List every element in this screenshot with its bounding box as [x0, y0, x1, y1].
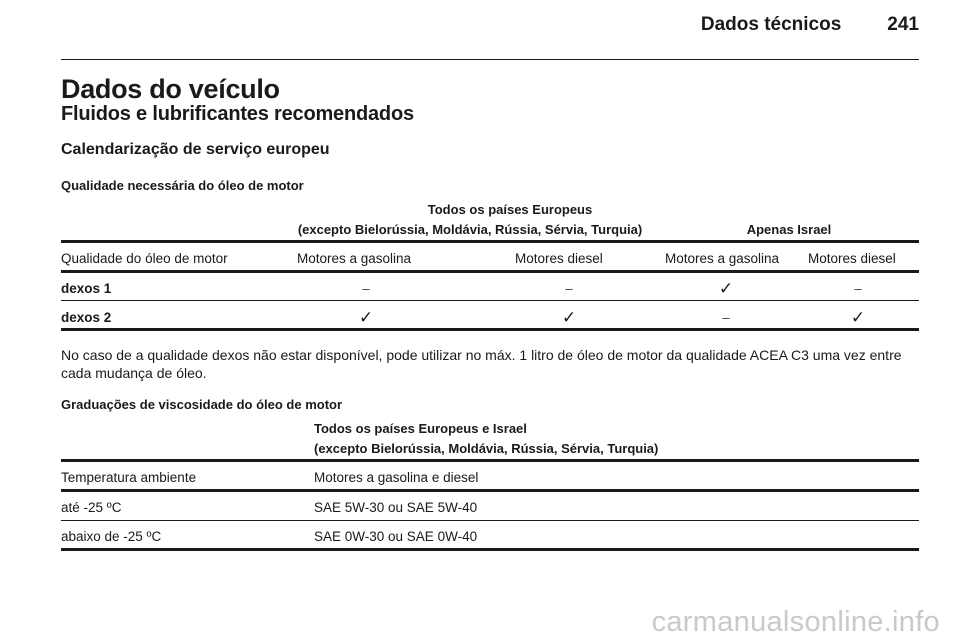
- viscosity-table-top-rule: [61, 459, 919, 462]
- europe-group-header-line1: Todos os países Europeus: [427, 202, 593, 217]
- row-label-dexos2: dexos 2: [61, 310, 112, 325]
- column-header-diesel-israel: Motores diesel: [808, 251, 896, 266]
- header-rule: [61, 59, 919, 60]
- section-heading: Calendarização de serviço europeu: [61, 141, 330, 158]
- column-header-quality: Qualidade do óleo de motor: [61, 251, 228, 266]
- viscosity-group-header-line1: Todos os países Europeus e Israel: [314, 421, 527, 436]
- table-bottom-rule: [61, 328, 919, 331]
- check-icon: ✓: [358, 308, 374, 327]
- table-cell-temperature: abaixo de -25 ºC: [61, 529, 162, 544]
- check-icon: ✓: [561, 308, 577, 327]
- running-header: [701, 14, 919, 36]
- row-divider: [61, 520, 919, 521]
- page-subtitle: Fluidos e lubrificantes recomendados: [61, 103, 414, 125]
- cell-dexos1-petrol-europe: –: [362, 281, 370, 296]
- page-number: 241: [887, 14, 919, 35]
- watermark: carmanualsonline.info: [651, 606, 940, 638]
- row-label-dexos1: dexos 1: [61, 281, 112, 296]
- column-header-temperature: Temperatura ambiente: [61, 470, 197, 485]
- column-header-petrol-israel: Motores a gasolina: [665, 251, 780, 266]
- europe-group-header-line2: (excepto Bielorússia, Moldávia, Rússia, Sérvia, Turquia): [297, 222, 643, 237]
- viscosity-table-bottom-rule: [61, 548, 919, 551]
- column-header-petrol-europe: Motores a gasolina: [297, 251, 412, 266]
- table-cell-temperature: até -25 ºC: [61, 500, 122, 515]
- cell-dexos2-petrol-israel: –: [722, 310, 730, 325]
- viscosity-header-bottom-rule: [61, 489, 919, 492]
- cell-dexos1-diesel-israel: –: [854, 281, 862, 296]
- column-header-diesel-europe: Motores diesel: [515, 251, 603, 266]
- section-name: Dados técnicos: [700, 14, 842, 35]
- column-header-engines: Motores a gasolina e diesel: [314, 470, 479, 485]
- cell-dexos1-diesel-europe: –: [565, 281, 573, 296]
- header-bottom-rule: [61, 270, 919, 273]
- oil-quality-note: No caso de a qualidade dexos não estar disponível, pode utilizar no máx. 1 litro de óleo de motor da qualidade ACEA C3 uma vez entre cada mudança de óleo.: [61, 347, 902, 381]
- viscosity-group-header-line2: (excepto Bielorússia, Moldávia, Rússia, Sérvia, Turquia): [314, 441, 659, 456]
- check-icon: ✓: [850, 308, 866, 327]
- manual-page: [61, 0, 919, 642]
- page-title: Dados do veículo: [61, 74, 280, 104]
- table-top-rule: [61, 240, 919, 243]
- row-divider: [61, 300, 919, 301]
- viscosity-heading: Graduações de viscosidade do óleo de motor: [61, 397, 343, 412]
- israel-group-header: Apenas Israel: [746, 222, 832, 237]
- table-cell-grade: SAE 5W-30 ou SAE 5W-40: [314, 500, 478, 515]
- oil-quality-heading: Qualidade necessária do óleo de motor: [61, 178, 304, 193]
- table-cell-grade: SAE 0W-30 ou SAE 0W-40: [314, 529, 478, 544]
- check-icon: ✓: [718, 279, 734, 298]
